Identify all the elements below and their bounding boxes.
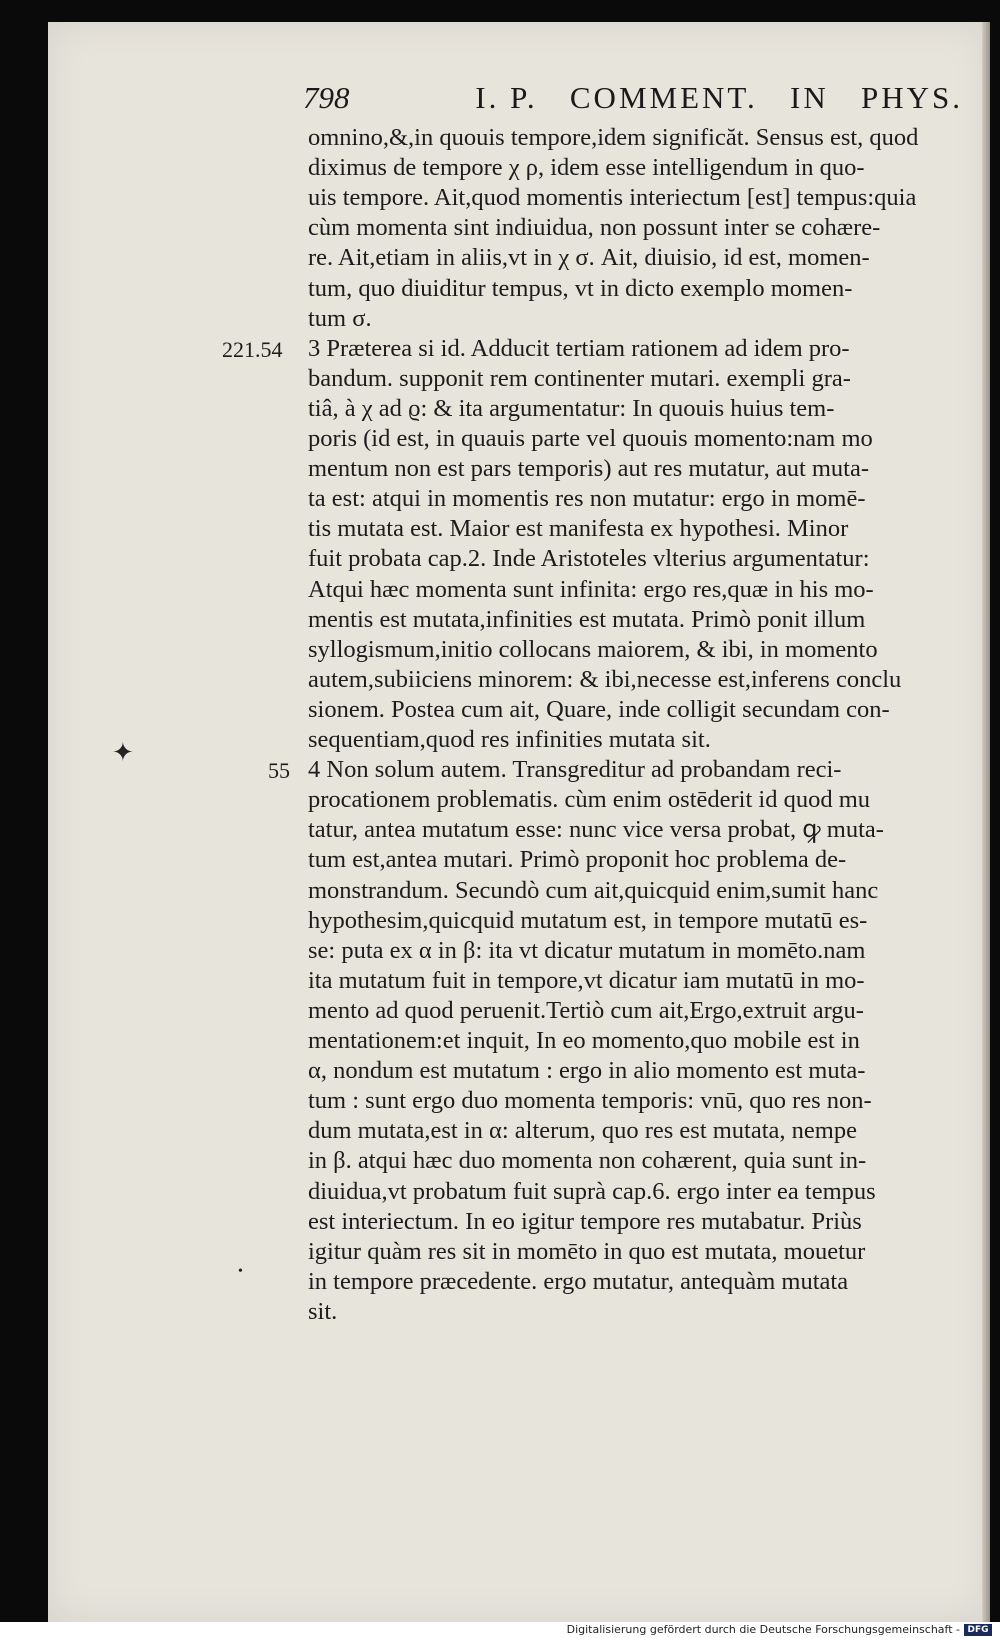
text-line: se: puta ex α in β: ita vt dicatur mutatum in momēto.nam (308, 936, 866, 964)
text-line: mentis est mutata,infinities est mutata. Primò ponit illum (308, 605, 866, 633)
text-line: uis tempore. Ait,quod momentis interiectum [est] tempus:quia (308, 184, 917, 212)
ink-dot-icon: • (238, 1264, 243, 1279)
text-line: tis mutata est. Maior est manifesta ex hypothesi. Minor (308, 515, 849, 543)
text-line: in β. atqui hæc duo momenta non cohærent, quia sunt in- (308, 1147, 867, 1175)
text-line: Atqui hæc momenta sunt infinita: ergo res,quæ in his mo- (308, 575, 874, 603)
text-line: monstrandum. Secundò cum ait,quicquid enim,sumit hanc (308, 876, 879, 904)
text-line: sequentiam,quod res infinities mutata sit. (308, 726, 711, 753)
dfg-logo: DFG (964, 1624, 992, 1636)
running-head-title: I. P. COMMENT. IN PHYS. (475, 80, 963, 115)
funding-credit: Digitalisierung gefördert durch die Deutsche Forschungsgemeinschaft - (566, 1623, 960, 1636)
text-line: mentum non est pars temporis) aut res mutatur, aut muta- (308, 455, 870, 483)
text-line: mentationem:et inquit, In eo momento,quo mobile est in (308, 1027, 860, 1054)
text-line: α, nondum est mutatum : ergo in alio momento est muta- (308, 1057, 866, 1085)
text-line: diuidua,vt probatum fuit suprà cap.6. ergo inter ea tempus (308, 1177, 876, 1205)
text-line: procationem problematis. cùm enim ostēderit id quod mu (308, 786, 871, 814)
text-line: sionem. Postea cum ait, Quare, inde colligit secundam con- (308, 695, 890, 723)
running-header (303, 80, 963, 116)
text-line: poris (id est, in quauis parte vel quouis momento:nam mo (308, 425, 873, 452)
text-line: re. Ait,etiam in aliis,vt in χ σ. Ait, diuisio, id est, momen- (308, 244, 870, 272)
text-line: fuit probata cap.2. Inde Aristoteles vlterius argumentatur: (308, 545, 870, 573)
text-line: tiâ, à χ ad ϱ: & ita argumentatur: In quouis huius tem- (308, 394, 835, 422)
text-line: sit. (308, 1297, 338, 1325)
text-line: cùm momenta sint indiuidua, non possunt inter se cohære- (308, 214, 881, 242)
text-line: tum, quo diuiditur tempus, vt in dicto exemplo momen- (308, 274, 853, 302)
text-line: ita mutatum fuit in tempore,vt dicatur iam mutatū in mo- (308, 966, 865, 994)
text-line: igitur quàm res sit in momēto in quo est mutata, mouetur (308, 1237, 866, 1265)
margin-reference: 221.54 (222, 336, 283, 362)
text-line: in tempore præcedente. ergo mutatur, antequàm mutata (308, 1267, 849, 1295)
page-number: 798 (303, 80, 350, 115)
text-line: dum mutata,est in α: alterum, quo res est mutata, nempe (308, 1117, 857, 1145)
text-line: tum σ. (308, 304, 372, 332)
text-line: est interiectum. In eo igitur tempore res mutabatur. Priùs (308, 1207, 862, 1235)
text-line: hypothesim,quicquid mutatum est, in tempore mutatū es- (308, 906, 868, 934)
text-line: diximus de tempore χ ρ, idem esse intelligendum in quo- (308, 154, 865, 182)
ink-blot-icon: ✦ (112, 738, 134, 767)
text-line: mento ad quod peruenit.Tertiò cum ait,Ergo,extruit argu- (308, 996, 864, 1024)
text-line: syllogismum,initio collocans maiorem, & ibi, in momento (308, 635, 878, 663)
text-line: omnino,&,in quouis tempore,idem significăt. Sensus est, quod (308, 124, 919, 151)
text-line: tum est,antea mutari. Primò proponit hoc problema de- (308, 846, 847, 874)
page-edge (982, 22, 990, 1622)
text-line: 4 Non solum autem. Transgreditur ad probandam reci- (308, 756, 842, 784)
text-line: ta est: atqui in momentis res non mutatur: ergo in momē- (308, 485, 866, 513)
text-line: bandum. supponit rem continenter mutari. exempli gra- (308, 364, 851, 392)
text-line: autem,subiiciens minorem: & ibi,necesse est,inferens conclu (308, 665, 902, 693)
margin-reference: 55 (268, 758, 290, 784)
text-line: 3 Præterea si id. Adducit tertiam rationem ad idem pro- (308, 334, 850, 362)
text-line: tum : sunt ergo duo momenta temporis: vnū, quo res non- (308, 1087, 872, 1115)
text-line: tatur, antea mutatum esse: nunc vice versa probat, ꝙ muta- (308, 816, 884, 844)
